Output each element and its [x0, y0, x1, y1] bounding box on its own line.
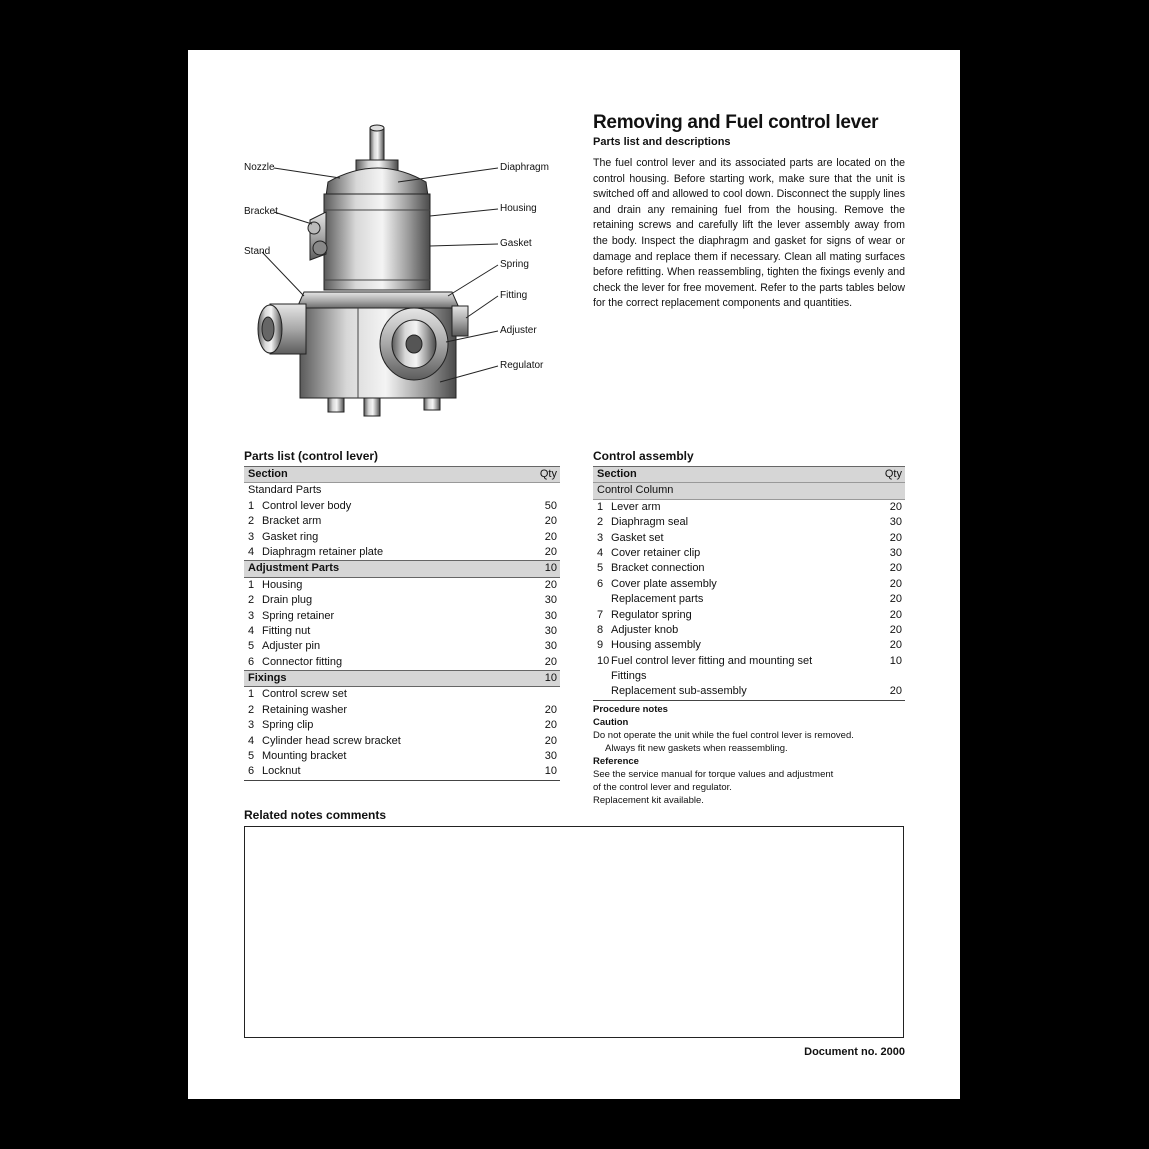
right-table-row [593, 561, 905, 576]
callout-right-2: Housing [500, 203, 537, 214]
left-table-heading: Parts list (control lever) [244, 449, 379, 463]
left-table-row [244, 655, 560, 670]
right-table-heading: Control assembly [593, 449, 694, 463]
left-table-header-row [244, 466, 560, 483]
left-table-row-name: Control lever body [262, 499, 352, 512]
left-table-section-2 [244, 578, 560, 670]
left-table-row-number: 2 [248, 515, 255, 528]
left-table-row-number: 6 [248, 765, 255, 778]
left-table-header-value: Qty [539, 468, 557, 480]
left-table-row [244, 499, 560, 514]
regulator-diagram [228, 120, 558, 420]
right-table-row-name: Gasket set [611, 531, 664, 544]
left-table-row-number: 4 [248, 734, 255, 747]
notes-line-4: of the control lever and regulator. [593, 781, 732, 793]
right-table-row-name: Diaphragm seal [611, 516, 689, 529]
left-table-row-number: 4 [248, 545, 255, 558]
left-table-section-1 [244, 499, 560, 561]
right-table-row [593, 654, 905, 669]
left-table-group-3 [244, 670, 560, 687]
left-table-row [244, 734, 560, 749]
callout-right-4: Spring [500, 259, 529, 270]
left-table-row-name: Spring clip [262, 719, 314, 732]
left-table-row-value: 20 [544, 655, 557, 668]
right-parts-table [593, 466, 905, 807]
left-table-row [244, 578, 560, 593]
right-table-subheader-row [593, 483, 905, 499]
left-table-row-name: Bracket arm [262, 515, 322, 528]
right-table-header-value: Qty [884, 468, 902, 480]
right-table-header-row [593, 466, 905, 483]
left-table-row-name: Diaphragm retainer plate [262, 545, 384, 558]
left-table-row [244, 593, 560, 608]
callout-left-3: Stand [244, 246, 271, 257]
notes-line-5: Replacement kit available. [593, 794, 704, 806]
right-table-row-number: 2 [597, 516, 604, 529]
left-table-row-value: 50 [544, 499, 557, 512]
document-page [188, 50, 960, 1099]
right-table-row [593, 500, 905, 515]
left-table-row [244, 530, 560, 545]
right-table-row-value: 20 [889, 562, 902, 575]
right-table-row-number: 9 [597, 639, 604, 652]
left-table-section-3 [244, 687, 560, 779]
right-table-row-value: 20 [889, 500, 902, 513]
callout-right-3: Gasket [500, 238, 532, 249]
footer-doc-number: Document no. 2000 [804, 1046, 905, 1058]
right-table-row-number: 7 [597, 608, 604, 621]
left-table-row-name: Drain plug [262, 594, 313, 607]
comments-heading: Related notes comments [244, 808, 387, 822]
left-table-row-name: Retaining washer [262, 703, 347, 716]
notes-label-caution: Caution [593, 716, 629, 728]
left-parts-table [244, 466, 560, 781]
left-table-bottom-rule [244, 780, 560, 781]
notes-line-2: Always fit new gaskets when reassembling. [605, 742, 788, 754]
left-table-row-number: 4 [248, 624, 255, 637]
left-table-row-number: 5 [248, 640, 255, 653]
right-table-row-value: 30 [889, 546, 902, 559]
left-table-row-number: 1 [248, 499, 255, 512]
right-table-row-value: 20 [889, 577, 902, 590]
left-table-row-number: 1 [248, 578, 255, 591]
left-table-row-name: Housing [262, 578, 303, 591]
left-table-row [244, 639, 560, 654]
right-table-row-name: Replacement sub-assembly [611, 685, 747, 698]
left-table-row-name: Mounting bracket [262, 750, 347, 763]
right-table-row [593, 608, 905, 623]
left-table-row-value: 10 [544, 765, 557, 778]
right-table-row-value: 20 [889, 593, 902, 606]
right-table-row-number: 1 [597, 500, 604, 513]
callout-right-5: Fitting [500, 290, 528, 301]
procedure-notes [593, 703, 905, 807]
left-table-row [244, 514, 560, 529]
left-table-row-number: 1 [248, 688, 255, 701]
left-table-row-value: 20 [544, 545, 557, 558]
right-table-row-value: 20 [889, 531, 902, 544]
callout-right-6: Adjuster [500, 325, 537, 336]
left-table-row-value: 20 [544, 515, 557, 528]
right-table-row-value: 20 [889, 685, 902, 698]
left-table-subheader: Standard Parts [248, 484, 322, 497]
left-table-subheader-row [244, 483, 560, 498]
right-table-row-name: Fittings [611, 670, 647, 683]
right-table-row-number: 10 [597, 654, 610, 667]
left-table-row-name: Locknut [262, 765, 301, 778]
callout-left-2: Bracket [244, 206, 278, 217]
left-table-row [244, 545, 560, 560]
comments-box[interactable] [244, 826, 904, 1038]
right-table-row [593, 546, 905, 561]
right-table-row-name: Cover retainer clip [611, 546, 701, 559]
left-table-row [244, 764, 560, 779]
left-table-row-name: Fitting nut [262, 624, 311, 637]
notes-line-3: See the service manual for torque values and adjustment [593, 768, 834, 780]
right-table-row [593, 684, 905, 699]
right-table-row-value: 10 [889, 654, 902, 667]
right-table-row [593, 515, 905, 530]
right-table-row-name: Housing assembly [611, 639, 701, 652]
right-table-row-value: 20 [889, 608, 902, 621]
left-table-row [244, 718, 560, 733]
right-table-row-name: Fuel control lever fitting and mounting set [611, 654, 813, 667]
left-table-row-name: Cylinder head screw bracket [262, 734, 401, 747]
left-table-row-value: 20 [544, 719, 557, 732]
right-table-row-name: Cover plate assembly [611, 577, 717, 590]
left-table-row-name: Control screw set [262, 688, 347, 701]
left-table-row-number: 6 [248, 655, 255, 668]
page-title: Removing and Fuel control lever [593, 112, 879, 133]
left-table-group-3-label: Fixings [248, 672, 287, 685]
notes-label-reference: Reference [593, 755, 639, 767]
left-table-row-value: 30 [544, 750, 557, 763]
left-table-row [244, 749, 560, 764]
right-table-row-number: 5 [597, 562, 604, 575]
left-table-row-value: 20 [544, 703, 557, 716]
left-table-row-name: Spring retainer [262, 609, 335, 622]
left-table-row-number: 2 [248, 594, 255, 607]
left-table-row-value: 30 [544, 609, 557, 622]
right-table-row-name: Bracket connection [611, 562, 705, 575]
right-table-bottom-rule [593, 700, 905, 701]
right-table-row [593, 669, 905, 684]
notes-title: Procedure notes [593, 703, 668, 715]
notes-line-1: Do not operate the unit while the fuel control lever is removed. [593, 729, 854, 741]
left-table-group-2-value: 10 [544, 562, 557, 575]
left-table-group-3-value: 10 [544, 672, 557, 685]
left-table-row-number: 2 [248, 703, 255, 716]
left-table-row [244, 687, 560, 702]
left-table-row-value: 20 [544, 530, 557, 543]
left-table-row-value: 20 [544, 578, 557, 591]
left-table-row-value: 30 [544, 594, 557, 607]
right-table-row-name: Adjuster knob [611, 623, 679, 636]
left-table-row-value: 20 [544, 734, 557, 747]
right-table-row-value: 20 [889, 623, 902, 636]
left-table-row-name: Gasket ring [262, 530, 319, 543]
left-table-row-value: 30 [544, 640, 557, 653]
left-table-row-value: 30 [544, 624, 557, 637]
left-table-row-number: 3 [248, 530, 255, 543]
left-table-group-2 [244, 560, 560, 577]
left-table-row [244, 609, 560, 624]
right-table-row-number: 6 [597, 577, 604, 590]
body-paragraph: The fuel control lever and its associated parts are located on the control housing. Before starting work, make sure that the unit is switched off and allowed to cool down. Disconnect the supply lines and drain any remaining fuel from the housing. Remove the retaining screws and carefully lift the lever assembly away from the body. Inspect the diaphragm and gasket for signs of wear or damage and replace them if necessary. Clean all mating surfaces before refitting. When reassembling, tighten the fixings evenly and check the lever for free movement. Refer to the parts tables below for the correct replacement components and quantities. [593, 157, 905, 310]
right-table-row-number: 4 [597, 546, 604, 559]
left-table-row-number: 3 [248, 719, 255, 732]
left-table-row-name: Connector fitting [262, 655, 343, 668]
left-table-row [244, 624, 560, 639]
left-table-row-number: 5 [248, 750, 255, 763]
left-table-header-label: Section [248, 468, 288, 480]
right-table-row [593, 531, 905, 546]
right-table-subheader: Control Column [597, 484, 674, 497]
right-table-row-name: Lever arm [611, 500, 661, 513]
right-table-row-value: 20 [889, 639, 902, 652]
callout-right-1: Diaphragm [500, 162, 549, 173]
right-table-row [593, 592, 905, 607]
left-table-group-2-label: Adjustment Parts [248, 562, 340, 575]
right-table-row-name: Replacement parts [611, 593, 704, 606]
right-table-row-number: 8 [597, 623, 604, 636]
right-table-header-label: Section [597, 468, 637, 480]
page-subtitle: Parts list and descriptions [593, 136, 731, 148]
right-table-row-number: 3 [597, 531, 604, 544]
left-table-row-number: 3 [248, 609, 255, 622]
right-table-row [593, 623, 905, 638]
left-table-row [244, 703, 560, 718]
callout-left-1: Nozzle [244, 162, 275, 173]
right-table-rows [593, 500, 905, 700]
right-table-row [593, 577, 905, 592]
callout-right-7: Regulator [500, 360, 544, 371]
left-table-row-name: Adjuster pin [262, 640, 321, 653]
right-table-row-value: 30 [889, 516, 902, 529]
right-table-row [593, 638, 905, 653]
right-table-row-name: Regulator spring [611, 608, 692, 621]
